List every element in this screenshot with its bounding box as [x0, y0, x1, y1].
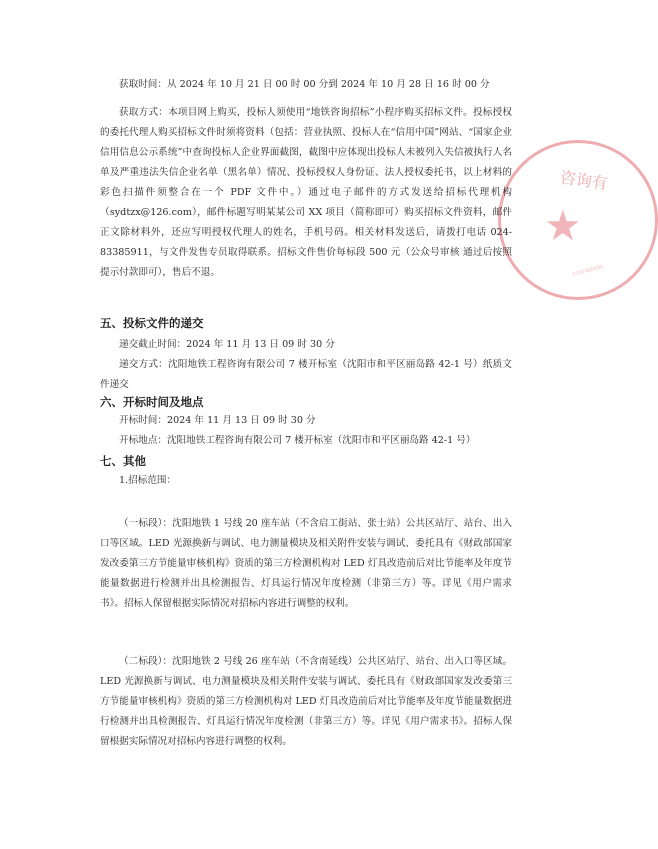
section7-heading: 七、其他 [100, 454, 146, 468]
tender-scope-label: 1.招标范围： [119, 475, 177, 486]
section5-heading: 五、投标文件的递交 [100, 316, 204, 330]
opening-time: 开标时间：2024 年 11 月 13 日 09 时 30 分 [119, 415, 316, 426]
seal-text: 咨询有 [558, 167, 609, 194]
acquire-time: 获取时间：从 2024 年 10 月 21 日 00 时 00 分到 2024 年 10 月 28 日 16 时 00 分 [119, 79, 490, 90]
submission-deadline: 递交截止时间：2024 年 11 月 13 日 09 时 30 分 [119, 339, 335, 350]
opening-place: 开标地点：沈阳地铁工程咨询有限公司 7 楼开标室（沈阳市和平区丽岛路 42-1 号） [119, 435, 476, 446]
acquire-method: 获取方式：本项目网上购买，投标人须使用“地铁咨询招标”小程序购买招标文件。投标授权的委托代理人购买招标文件时须将资料（包括：营业执照、投标人在“信用中国”网站、“国家企业信用信息公示系统”中查询投标人企业界面截图，截图中应体现出投标人未被列入失信被执行人名单及严重违法失信企业名单（黑名单）情况、投标授权人身份证、法人授权委托书，以上材料的彩色扫描件须整合在一个 PDF 文件中。）通过电子邮件的方式发送给招标代理机构（sydtzx@126.com），邮件标题写明某某公司 XX 项目（简称即可）购买招标文件资料，邮件正文除材料外，还应写明授权代理人的姓名，手机号码。相关材料发送后，请拨打电话 024-83385911，与文件发售专员取得联系。招标文件售价每标段 500 元（公众号审核 通过后按照提示付款即可），售后不退。 [100, 107, 512, 278]
section6-heading: 六、开标时间及地点 [100, 395, 204, 409]
submission-method: 递交方式：沈阳地铁工程咨询有限公司 7 楼开标室（沈阳市和平区丽岛路 42-1 号）纸质文件递交 [100, 359, 512, 390]
lot1-description: （一标段）：沈阳地铁 1 号线 20 座车站（不含启工街站、张士站）公共区站厅、站台、出入口等区域。LED 光源换新与调试、电力测量模块及相关附件安装与调试、委托具有《财政部国家发改委第三方节能量审核机构》资质的第三方检测机构对 LED 灯具改造前后对比节能率及年度节能量数据进行检测并出具检测报告、灯具运行情况年度检测（非第三方）等。详见《用户需求书》。招标人保留根据实际情况对招标内容进行调整的权利。 [100, 518, 512, 609]
lot2-description: （二标段）：沈阳地铁 2 号线 26 座车站（不含南延线）公共区站厅、站台、出入口等区域。LED 光源换新与调试、电力测量模块及相关附件安装与调试、委托具有《财政部国家发改委第三方节能量审核机构》资质的第三方检测机构对 LED 灯具改造前后对比节能率及年度节能量数据进行检测并出具检测报告、灯具运行情况年度检测（非第三方）等。详见《用户需求书》。招标人保留根据实际情况对招标内容进行调整的权利。 [100, 656, 512, 747]
seal-star-icon: ★ [544, 201, 582, 250]
seal-number: 2101060000 [571, 263, 605, 279]
